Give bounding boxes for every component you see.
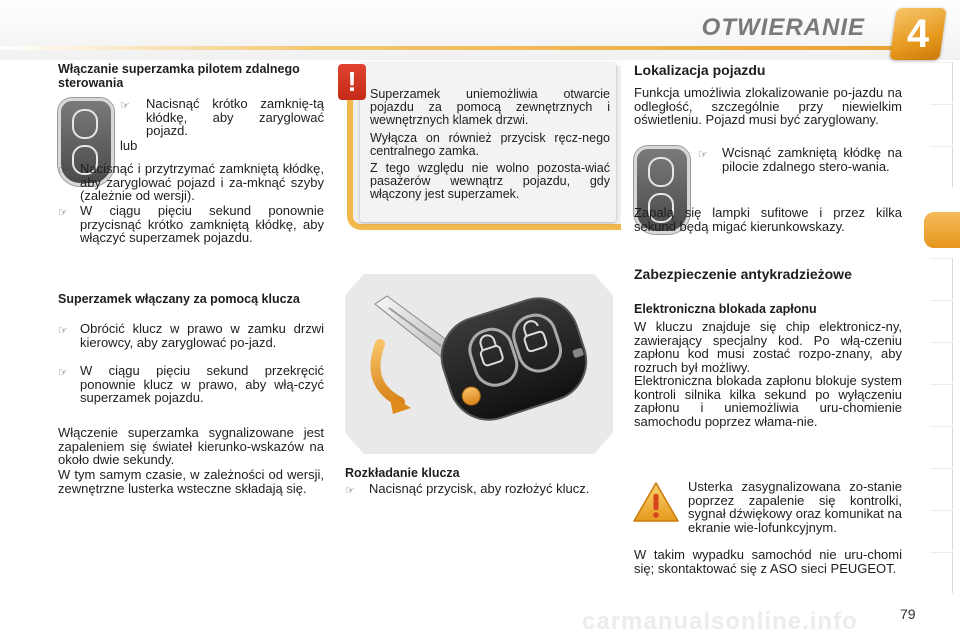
fault-warning-text: Usterka zasygnalizowana zo-stanie poprzez zapalenie się kontrolki, sygnał dźwiękowy oraz komunikat na ekranie wie-lofunkcyjnym. [688, 479, 902, 535]
key-turn-step: Obrócić klucz w prawo w zamku drzwi kierowcy, aby zaryglować po-jazd. [80, 321, 324, 350]
arrow-bullet-icon: ☞ [58, 165, 68, 177]
watermark-text: carmanualsonline.info [582, 608, 858, 635]
warning-text-2: Wyłącza on również przycisk ręcz-nego centralnego zamka. [370, 131, 610, 158]
arrow-bullet-icon: ☞ [58, 207, 68, 219]
warning-triangle-icon [632, 480, 680, 524]
mirrors-paragraph: W tym samym czasie, w zależności od wersji, zewnętrzne lusterka wsteczne składają się. [58, 467, 324, 496]
fault-action-paragraph: W takim wypadku samochód nie uru-chomi się; skontaktować się z ASO sieci PEUGEOT. [634, 547, 902, 576]
chapter-tab[interactable] [930, 62, 953, 103]
chapter-tab[interactable] [930, 104, 953, 145]
chapter-tabs [930, 62, 960, 582]
anti-theft-heading: Zabezpieczenie antykradzieżowe [634, 266, 852, 282]
unfold-key-step: Nacisnąć przycisk, aby rozłożyć klucz. [369, 481, 590, 496]
arrow-bullet-icon: ☞ [58, 367, 68, 379]
locate-vehicle-step: Wcisnąć zamkniętą kłódkę na pilocie zdalnego stero-wania. [722, 145, 902, 174]
or-text: lub [120, 138, 138, 153]
chapter-title: OTWIERANIE [701, 14, 865, 41]
locate-result-paragraph: Zapalą się lampki sufitowe i przez kilka sekund będą migać kierunkowskazy. [634, 205, 902, 234]
remote-lock-step: Nacisnąć krótko zamknię-tą kłódkę, aby zaryglować pojazd. [146, 96, 324, 139]
remote-hold-step: Nacisnąć i przytrzymać zamkniętą kłódkę, aby zaryglować pojazd i za-mknąć szyby (zależnie od wersji). [80, 161, 324, 204]
warning-text-1: Superzamek uniemożliwia otwarcie pojazdu za pomocą zewnętrznych i wewnętrznych klamek drzwi. [370, 87, 610, 127]
unfold-key-heading: Rozkładanie klucza [345, 466, 460, 480]
folding-key-graphic [345, 274, 613, 454]
warning-text-3: Z tego względu nie wolno pozosta-wiać pasażerów wewnątrz pojazdu, gdy włączony jest superzamek. [370, 161, 610, 201]
chapter-tab[interactable] [930, 258, 953, 299]
page-number: 79 [900, 606, 916, 622]
remote-superlock-step: W ciągu pięciu sekund ponownie przycisnąć krótko zamkniętą kłódkę, aby włączyć superzamek pojazdu. [80, 203, 324, 246]
chapter-tab[interactable] [930, 342, 953, 383]
arrow-bullet-icon: ☞ [698, 149, 708, 161]
immobiliser-heading: Elektroniczna blokada zapłonu [634, 302, 817, 316]
chapter-tab-active[interactable] [924, 212, 960, 248]
locate-vehicle-heading: Lokalizacja pojazdu [634, 62, 766, 78]
locate-vehicle-paragraph: Funkcja umożliwia zlokalizowanie po-jazdu na odległość, szczególnie przy niewielkim oświetleniu. Pojazd musi być zaryglowany. [634, 85, 902, 128]
folding-key-illustration [345, 274, 613, 454]
signal-paragraph: Włączenie superzamka sygnalizowane jest zapaleniem się świateł kierunko-wskazów na około dwie sekundy. [58, 425, 324, 468]
superlock-remote-heading: Włączanie superzamka pilotem zdalnego sterowania [58, 62, 300, 90]
chapter-tab[interactable] [930, 300, 953, 341]
chapter-tab[interactable] [930, 426, 953, 467]
chapter-tab[interactable] [930, 552, 953, 593]
chapter-tab[interactable] [930, 468, 953, 509]
chapter-number: 4 [906, 12, 930, 56]
immobiliser-paragraph-2: Elektroniczna blokada zapłonu blokuje system kontroli silnika kilka sekund po wyłączeniu zapłonu i uniemożliwia uru-chomienie samochodu poprzez włama-nie. [634, 373, 902, 429]
arrow-bullet-icon: ☞ [120, 100, 130, 112]
chapter-tab[interactable] [930, 146, 953, 187]
immobiliser-paragraph-1: W kluczu znajduje się chip elektronicz-ny, zawierający specjalny kod. Po włą-czeniu zapłonu kod musi zostać rozpo-znany, aby rozruch był możliwy. [634, 319, 902, 375]
chapter-tab[interactable] [930, 384, 953, 425]
chapter-tab[interactable] [930, 510, 953, 551]
exclamation-icon: ! [338, 64, 366, 100]
arrow-bullet-icon: ☞ [58, 325, 68, 337]
superlock-key-heading: Superzamek włączany za pomocą klucza [58, 292, 300, 306]
arrow-bullet-icon: ☞ [345, 485, 355, 497]
header-accent-line [0, 46, 905, 50]
key-superlock-step: W ciągu pięciu sekund przekręcić ponownie klucz w prawo, aby włą-czyć superzamek pojazdu. [80, 363, 324, 406]
